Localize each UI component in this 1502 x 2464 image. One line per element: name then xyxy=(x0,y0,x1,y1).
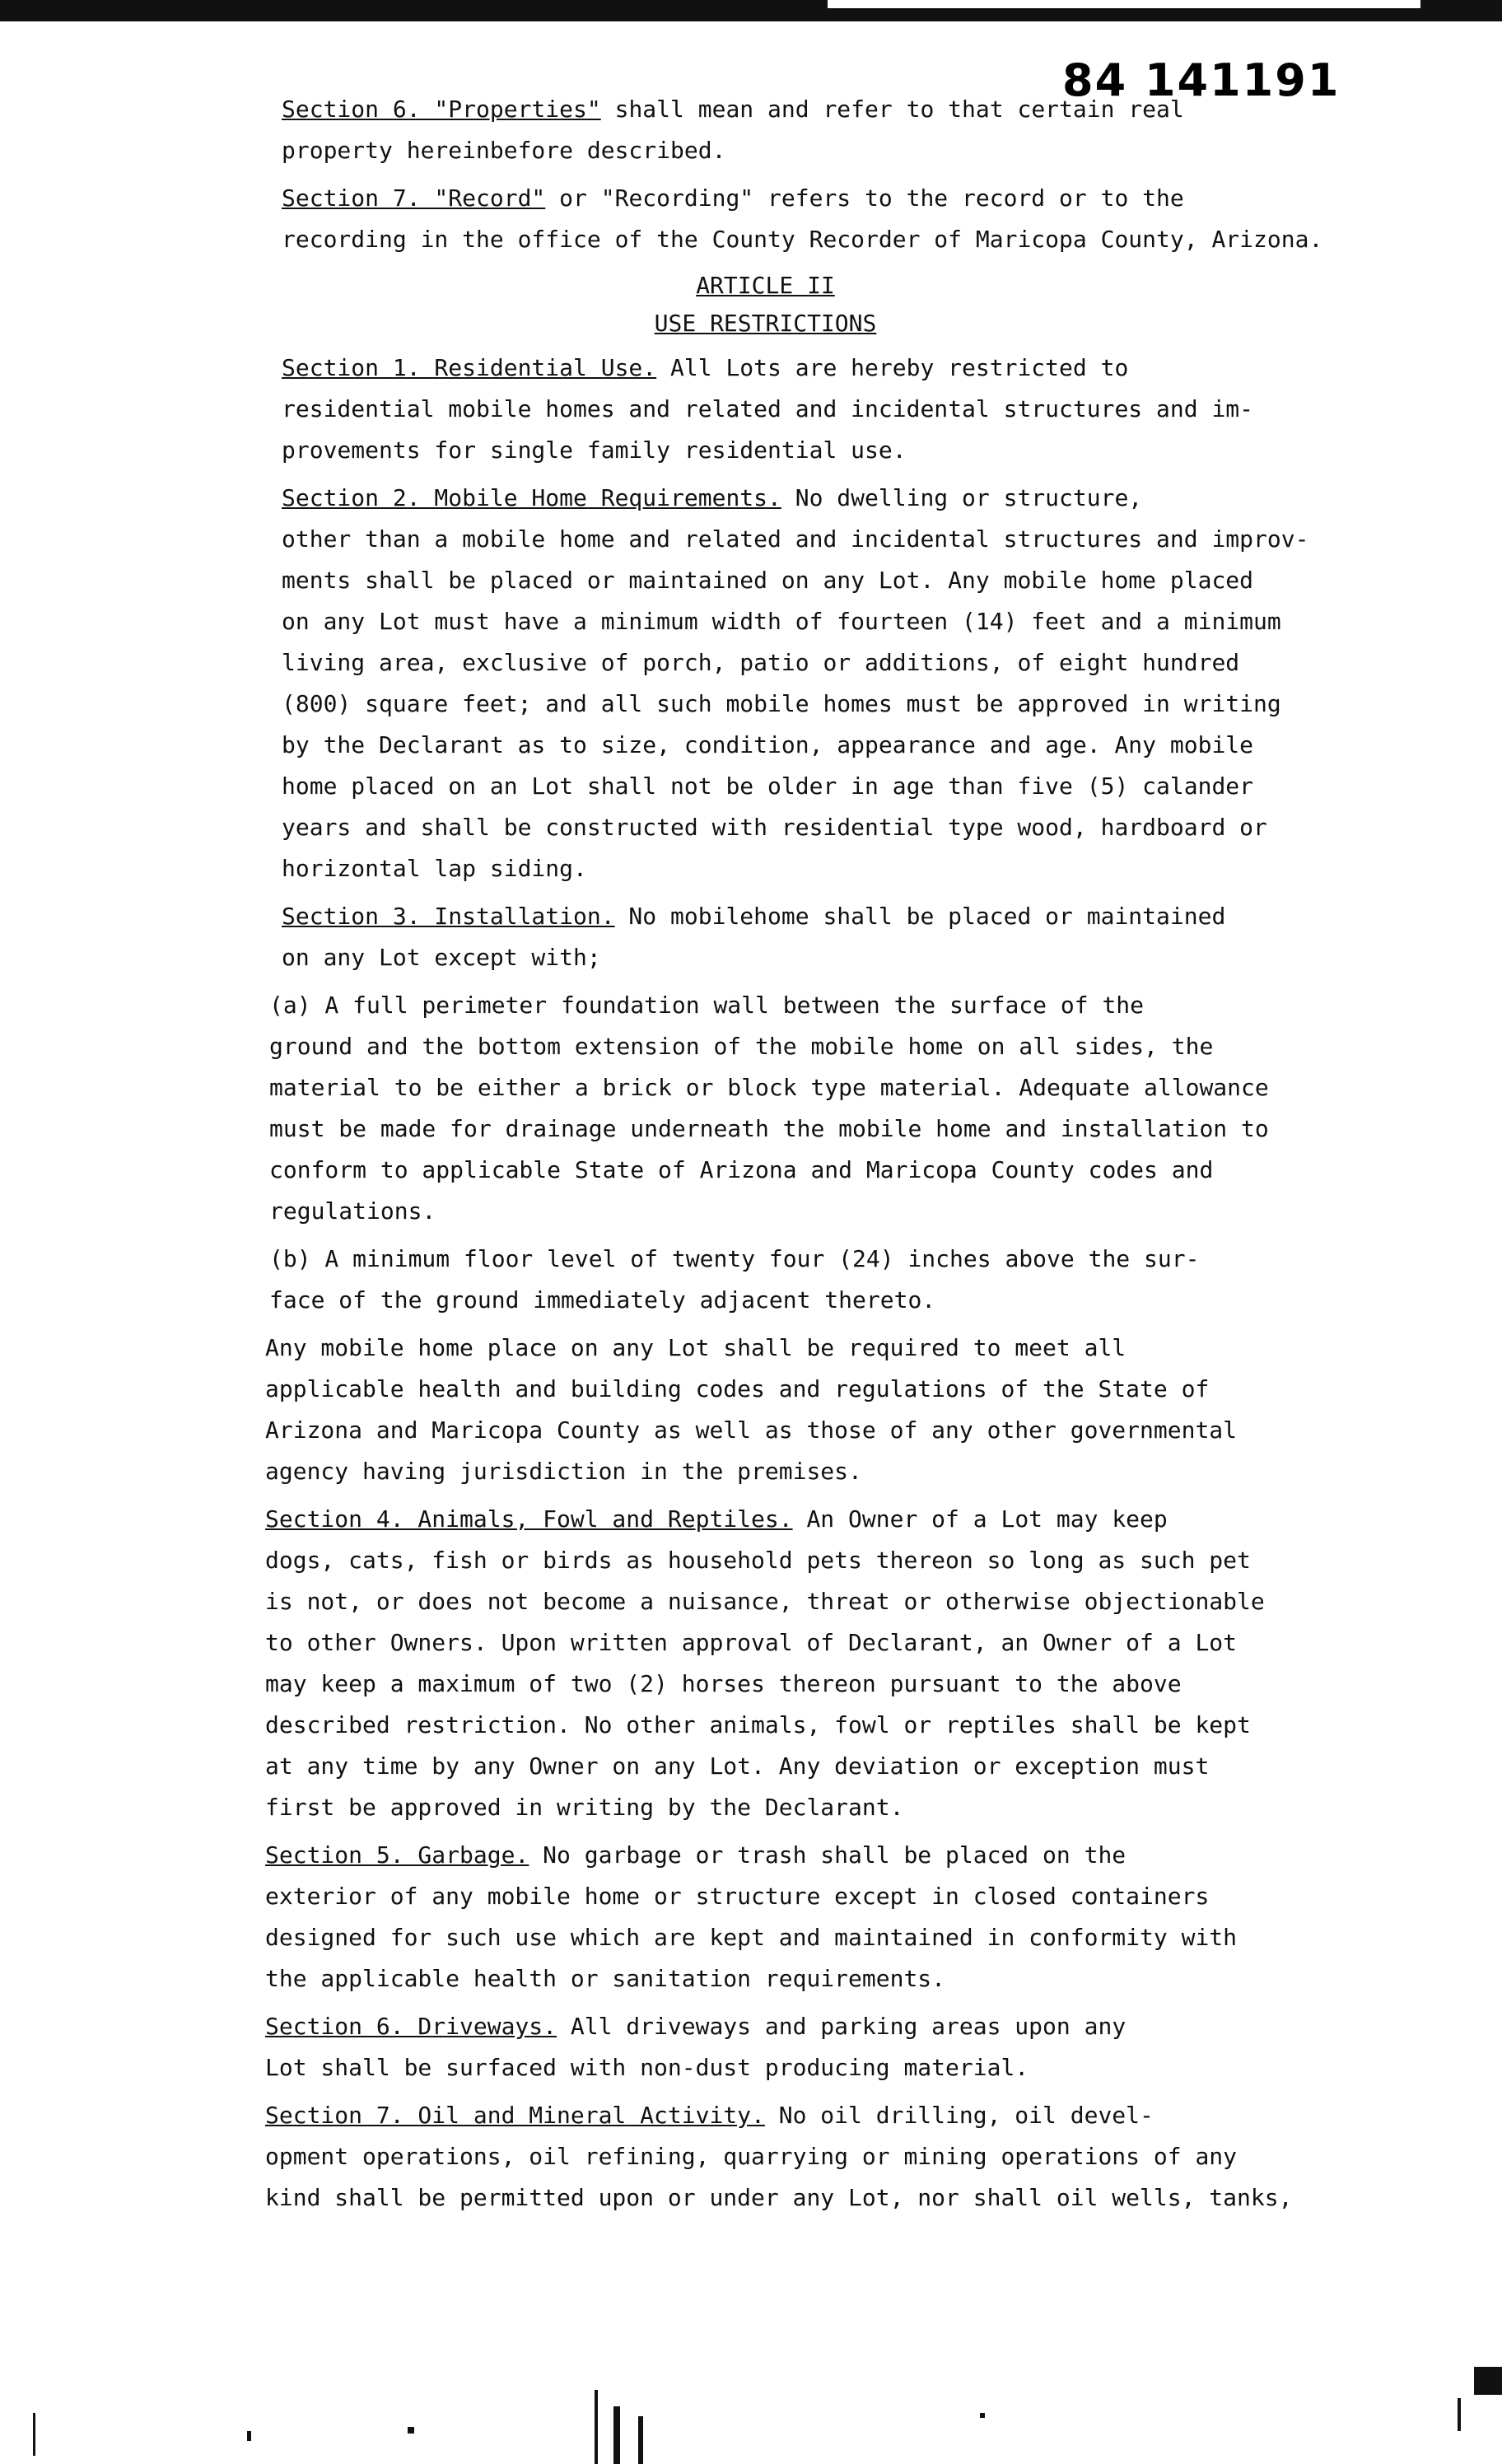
paragraph-text: by the Declarant as to size, condition, appearance and age. Any mobile xyxy=(282,731,1254,758)
paragraph-text: An Owner of a Lot may keep xyxy=(792,1505,1168,1533)
section-3-installation xyxy=(191,896,1340,978)
article-title-row xyxy=(191,305,1340,343)
paragraph-text: regulations. xyxy=(269,1197,436,1225)
paragraph-text: years and shall be constructed with residential type wood, hardboard or xyxy=(282,814,1267,841)
paragraph-text: other than a mobile home and related and incidental structures and improv- xyxy=(282,525,1309,553)
section-heading: Section 3. Installation. xyxy=(282,903,615,930)
section-heading: Section 6. "Properties" xyxy=(282,96,601,123)
paragraph-text: property hereinbefore described. xyxy=(282,137,726,164)
paragraph-text: or "Recording" refers to the record or to the xyxy=(545,184,1184,212)
scan-artifact xyxy=(980,2413,985,2418)
section-heading: Section 1. Residential Use. xyxy=(282,354,657,381)
paragraph-text: dogs, cats, fish or birds as household pets thereon so long as such pet xyxy=(265,1547,1251,1574)
document-number: 84 141191 xyxy=(1062,54,1341,106)
scan-bottom-artifacts xyxy=(0,2349,1502,2464)
paragraph-text: (800) square feet; and all such mobile homes must be approved in writing xyxy=(282,690,1281,717)
section-3-item-a xyxy=(191,985,1340,1232)
paragraph-text: All Lots are hereby restricted to xyxy=(656,354,1129,381)
scan-artifact xyxy=(408,2427,414,2434)
section-3-item-b xyxy=(191,1239,1340,1321)
paragraph-text: conform to applicable State of Arizona and Maricopa County codes and xyxy=(269,1156,1214,1183)
section-heading: Section 2. Mobile Home Requirements. xyxy=(282,484,781,511)
paragraph-text: Lot shall be surfaced with non-dust producing material. xyxy=(265,2054,1029,2081)
paragraph-text: No oil drilling, oil devel- xyxy=(764,2102,1154,2129)
section-6-properties xyxy=(191,89,1340,171)
paragraph-text: living area, exclusive of porch, patio or additions, of eight hundred xyxy=(282,649,1240,676)
paragraph-text: (b) A minimum floor level of twenty four (24) inches above the sur- xyxy=(269,1245,1200,1272)
paragraph-text: on any Lot except with; xyxy=(282,944,601,971)
paragraph-text: Any mobile home place on any Lot shall be required to meet all xyxy=(265,1334,1126,1361)
paragraph-text: No mobilehome shall be placed or maintained xyxy=(614,903,1226,930)
paragraph-text: No dwelling or structure, xyxy=(781,484,1143,511)
section-5-garbage xyxy=(191,1835,1340,2000)
paragraph-text: on any Lot must have a minimum width of fourteen (14) feet and a minimum xyxy=(282,608,1281,635)
paragraph-text: first be approved in writing by the Declarant. xyxy=(265,1794,904,1821)
paragraph-text: is not, or does not become a nuisance, threat or otherwise objectionable xyxy=(265,1588,1265,1615)
scan-artifact xyxy=(638,2416,643,2464)
paragraph-text: to other Owners. Upon written approval of Declarant, an Owner of a Lot xyxy=(265,1629,1238,1656)
section-heading: Section 6. Driveways. xyxy=(265,2013,557,2040)
paragraph-text: kind shall be permitted upon or under any Lot, nor shall oil wells, tanks, xyxy=(265,2184,1293,2211)
document-page xyxy=(191,89,1340,2225)
section-heading: Section 5. Garbage. xyxy=(265,1841,529,1869)
paragraph-text: shall mean and refer to that certain real xyxy=(600,96,1184,123)
scan-artifact xyxy=(613,2406,620,2464)
scan-artifact xyxy=(247,2431,251,2441)
paragraph-text: opment operations, oil refining, quarrying or mining operations of any xyxy=(265,2143,1238,2170)
paragraph-text: agency having jurisdiction in the premises. xyxy=(265,1458,862,1485)
paragraph-text: face of the ground immediately adjacent thereto. xyxy=(269,1286,936,1314)
paragraph-text: described restriction. No other animals, fowl or reptiles shall be kept xyxy=(265,1711,1251,1738)
paragraph-text: ground and the bottom extension of the mobile home on all sides, the xyxy=(269,1033,1214,1060)
paragraph-text: exterior of any mobile home or structure except in closed containers xyxy=(265,1883,1210,1910)
scan-top-border-gap xyxy=(828,0,1420,8)
paragraph-text: may keep a maximum of two (2) horses thereon pursuant to the above xyxy=(265,1670,1182,1697)
section-2-mobile-home-requirements xyxy=(191,478,1340,889)
paragraph-text: at any time by any Owner on any Lot. Any deviation or exception must xyxy=(265,1752,1210,1780)
paragraph-text: No garbage or trash shall be placed on the xyxy=(529,1841,1126,1869)
section-1-residential-use xyxy=(191,348,1340,471)
section-4-animals xyxy=(191,1499,1340,1828)
section-heading: Section 7. "Record" xyxy=(282,184,546,212)
scan-artifact xyxy=(33,2413,35,2456)
paragraph-text: (a) A full perimeter foundation wall between the surface of the xyxy=(269,992,1145,1019)
paragraph-text: home placed on an Lot shall not be older in age than five (5) calander xyxy=(282,772,1254,800)
section-heading: Section 7. Oil and Mineral Activity. xyxy=(265,2102,765,2129)
paragraph-text: designed for such use which are kept and maintained in conformity with xyxy=(265,1924,1238,1951)
paragraph-text: All driveways and parking areas upon any xyxy=(557,2013,1126,2040)
article-title: USE RESTRICTIONS xyxy=(654,310,877,337)
section-7-oil-mineral xyxy=(191,2095,1340,2219)
section-6-driveways xyxy=(191,2006,1340,2088)
paragraph-text: horizontal lap siding. xyxy=(282,855,587,882)
article-heading xyxy=(191,267,1340,305)
scan-artifact xyxy=(595,2390,598,2464)
paragraph-text: the applicable health or sanitation requirements. xyxy=(265,1965,946,1992)
scan-artifact xyxy=(1474,2367,1502,2395)
section-heading: Section 4. Animals, Fowl and Reptiles. xyxy=(265,1505,793,1533)
section-7-record xyxy=(191,178,1340,260)
paragraph-text: ments shall be placed or maintained on any Lot. Any mobile home placed xyxy=(282,567,1254,594)
paragraph-text: applicable health and building codes and regulations of the State of xyxy=(265,1375,1210,1402)
paragraph-text: residential mobile homes and related and incidental structures and im- xyxy=(282,395,1254,422)
paragraph-text: must be made for drainage underneath the mobile home and installation to xyxy=(269,1115,1269,1142)
paragraph-text: material to be either a brick or block type material. Adequate allowance xyxy=(269,1074,1269,1101)
article-number: ARTICLE II xyxy=(696,272,835,299)
paragraph-text: recording in the office of the County Recorder of Maricopa County, Arizona. xyxy=(282,226,1323,253)
section-3-compliance xyxy=(191,1328,1340,1492)
scan-artifact xyxy=(1458,2398,1461,2431)
paragraph-text: Arizona and Maricopa County as well as those of any other governmental xyxy=(265,1416,1238,1444)
paragraph-text: provements for single family residential use. xyxy=(282,436,907,464)
